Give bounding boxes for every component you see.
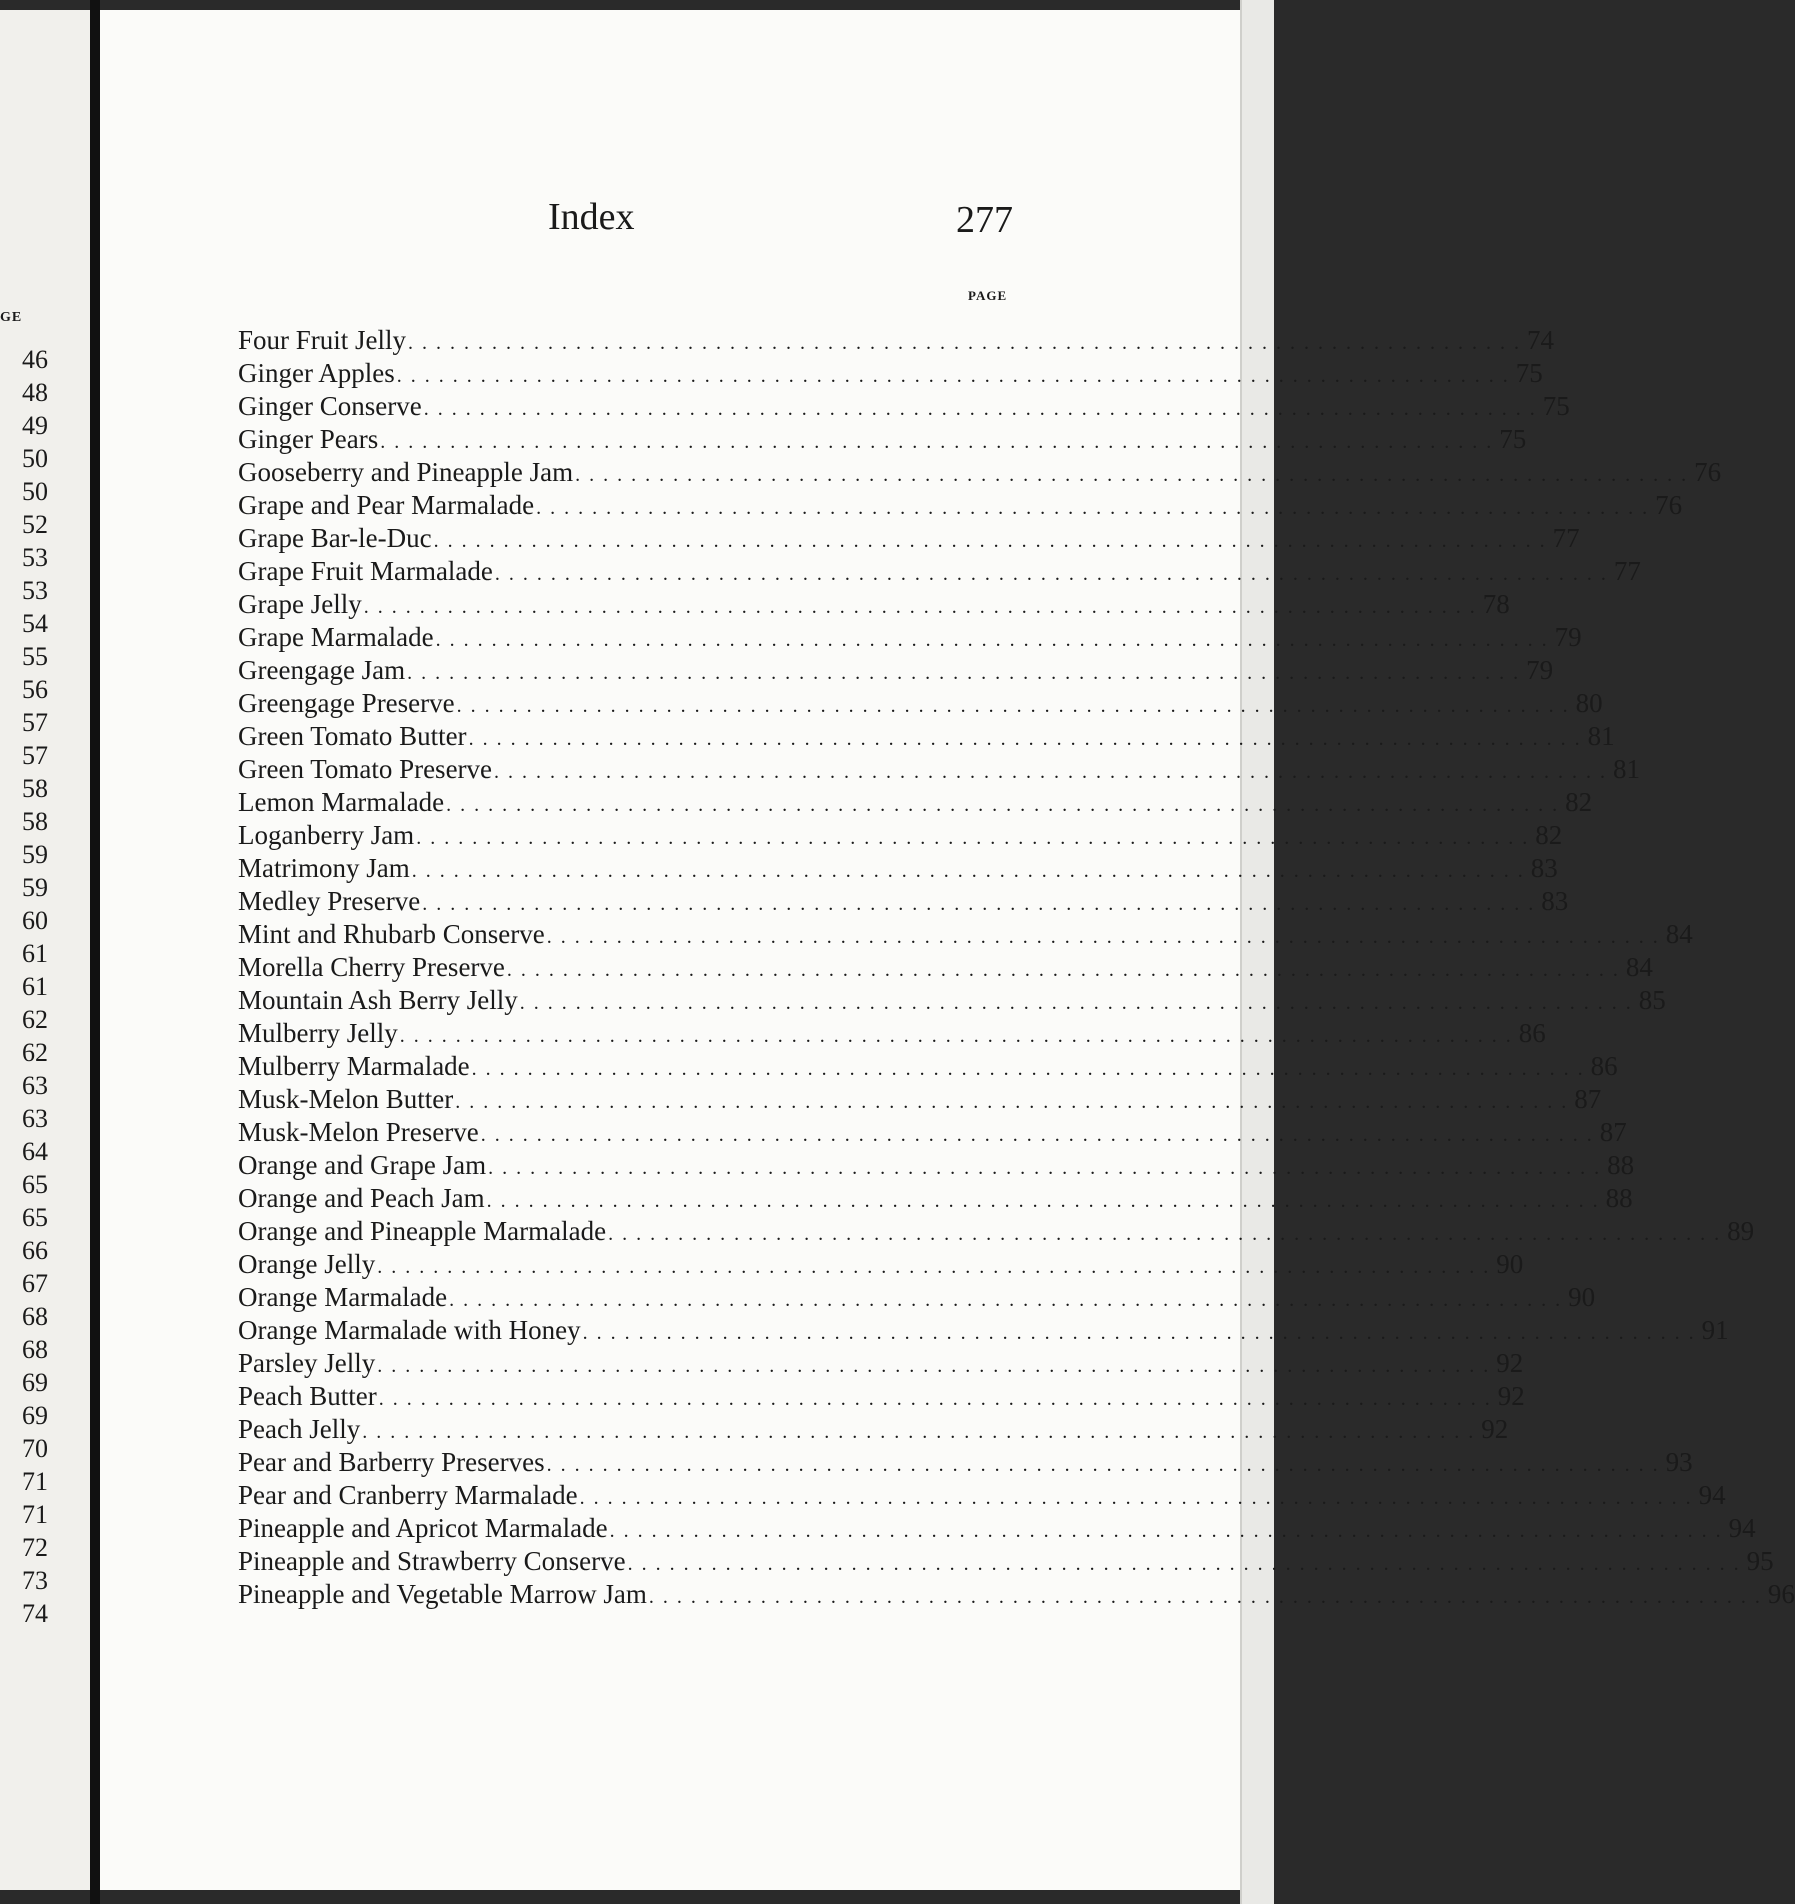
dot-leader: . . . . . . . . . . . . . . . . . . . . . . . . . . . . . . . . . . . . . . . . . . . . . . . . . . . . . . . . . . . . . . . . . . . . . . . . . . . . . . . . <box>377 1256 1491 1278</box>
left-page-number: 62 <box>22 1005 48 1034</box>
left-page-number: 68 <box>22 1302 48 1331</box>
index-entry <box>238 1347 1524 1380</box>
left-page-number: 54 <box>22 609 48 638</box>
index-entry-title: Pineapple and Vegetable Marrow Jam <box>238 1579 647 1609</box>
index-entry-title: Orange Jelly <box>238 1249 376 1279</box>
dot-leader: . . . . . . . . . . . . . . . . . . . . . . . . . . . . . . . . . . . . . . . . . . . . . . . . . . . . . . . . . . . . . . . . . . . . . . . . . . . . . . . . <box>468 728 1582 750</box>
index-entry-page: 92 <box>1481 1414 1509 1444</box>
left-page-number: 68 <box>22 1335 48 1364</box>
index-entry-page: 81 <box>1587 721 1615 751</box>
dot-leader: . . . . . . . . . . . . . . . . . . . . . . . . . . . . . . . . . . . . . . . . . . . . . . . . . . . . . . . . . . . . . . . . . . . . . . . . . . . . . . . . <box>648 1586 1762 1608</box>
index-entry-page: 77 <box>1552 523 1580 553</box>
index-entry <box>238 1512 1756 1545</box>
left-page-number: 57 <box>22 741 48 770</box>
index-entry-title: Matrimony Jam <box>238 853 410 883</box>
index-entry-page: 75 <box>1515 358 1543 388</box>
index-entry-page: 80 <box>1575 688 1603 718</box>
page-number: 277 <box>956 199 1013 241</box>
index-entry-title: Morella Cherry Preserve <box>238 952 505 982</box>
index-entry-title: Mint and Rhubarb Conserve <box>238 919 545 949</box>
dot-leader: . . . . . . . . . . . . . . . . . . . . . . . . . . . . . . . . . . . . . . . . . . . . . . . . . . . . . . . . . . . . . . . . . . . . . . . . . . . . . . . . <box>377 1355 1491 1377</box>
dot-leader: . . . . . . . . . . . . . . . . . . . . . . . . . . . . . . . . . . . . . . . . . . . . . . . . . . . . . . . . . . . . . . . . . . . . . . . . . . . . . . . . <box>380 431 1494 453</box>
index-entry-title: Mulberry Marmalade <box>238 1051 470 1081</box>
index-entry <box>238 984 1666 1017</box>
dot-leader: . . . . . . . . . . . . . . . . . . . . . . . . . . . . . . . . . . . . . . . . . . . . . . . . . . . . . . . . . . . . . . . . . . . . . . . . . . . . . . . . <box>506 959 1620 981</box>
left-page-number: 58 <box>22 807 48 836</box>
index-entry-page: 90 <box>1568 1282 1596 1312</box>
index-entry-page: 75 <box>1499 424 1527 454</box>
index-entry-page: 92 <box>1497 1381 1525 1411</box>
index-entry <box>238 1281 1596 1314</box>
left-page-number: 58 <box>22 774 48 803</box>
index-entry-title: Green Tomato Butter <box>238 721 467 751</box>
index-entry <box>238 951 1653 984</box>
left-page-number: 64 <box>22 1137 48 1166</box>
index-entry-title: Orange and Pineapple Marmalade <box>238 1216 607 1246</box>
left-page-number: 48 <box>22 378 48 407</box>
dot-leader: . . . . . . . . . . . . . . . . . . . . . . . . . . . . . . . . . . . . . . . . . . . . . . . . . . . . . . . . . . . . . . . . . . . . . . . . . . . . . . . . <box>435 629 1549 651</box>
index-entry <box>238 1050 1618 1083</box>
dot-leader: . . . . . . . . . . . . . . . . . . . . . . . . . . . . . . . . . . . . . . . . . . . . . . . . . . . . . . . . . . . . . . . . . . . . . . . . . . . . . . . . <box>546 926 1660 948</box>
index-entry-title: Ginger Apples <box>238 358 395 388</box>
index-entry-title: Gooseberry and Pineapple Jam <box>238 457 574 487</box>
index-entry-title: Grape and Pear Marmalade <box>238 490 535 520</box>
index-entry-title: Green Tomato Preserve <box>238 754 493 784</box>
dot-leader: . . . . . . . . . . . . . . . . . . . . . . . . . . . . . . . . . . . . . . . . . . . . . . . . . . . . . . . . . . . . . . . . . . . . . . . . . . . . . . . . <box>494 563 1608 585</box>
index-entry <box>238 1578 1795 1611</box>
index-entry <box>238 1149 1635 1182</box>
left-page-number: 72 <box>22 1533 48 1562</box>
index-entry <box>238 1479 1726 1512</box>
index-entry-title: Parsley Jelly <box>238 1348 376 1378</box>
dot-leader: . . . . . . . . . . . . . . . . . . . . . . . . . . . . . . . . . . . . . . . . . . . . . . . . . . . . . . . . . . . . . . . . . . . . . . . . . . . . . . . . <box>480 1124 1594 1146</box>
index-list <box>238 324 1795 1611</box>
running-title: Index <box>548 196 635 238</box>
index-entry-page: 88 <box>1605 1183 1633 1213</box>
index-entry-page: 95 <box>1746 1546 1774 1576</box>
index-entry-title: Grape Fruit Marmalade <box>238 556 493 586</box>
left-page-number: 73 <box>22 1566 48 1595</box>
index-entry-title: Greengage Preserve <box>238 688 455 718</box>
index-entry-page: 82 <box>1565 787 1593 817</box>
index-entry-title: Musk-Melon Butter <box>238 1084 454 1114</box>
dot-leader: . . . . . . . . . . . . . . . . . . . . . . . . . . . . . . . . . . . . . . . . . . . . . . . . . . . . . . . . . . . . . . . . . . . . . . . . . . . . . . . . <box>609 1520 1723 1542</box>
index-entry-page: 76 <box>1655 490 1683 520</box>
page-column-header: PAGE <box>968 288 1008 303</box>
left-page-number: 67 <box>22 1269 48 1298</box>
dot-leader: . . . . . . . . . . . . . . . . . . . . . . . . . . . . . . . . . . . . . . . . . . . . . . . . . . . . . . . . . . . . . . . . . . . . . . . . . . . . . . . . <box>433 530 1547 552</box>
index-entry-title: Ginger Pears <box>238 424 379 454</box>
index-entry <box>238 753 1641 786</box>
left-page-number: 65 <box>22 1170 48 1199</box>
index-entry <box>238 588 1510 621</box>
dot-leader: . . . . . . . . . . . . . . . . . . . . . . . . . . . . . . . . . . . . . . . . . . . . . . . . . . . . . . . . . . . . . . . . . . . . . . . . . . . . . . . . <box>519 992 1633 1014</box>
index-entry <box>238 1182 1633 1215</box>
left-page-number: 50 <box>22 477 48 506</box>
left-page-number: 66 <box>22 1236 48 1265</box>
left-page-number: 71 <box>22 1500 48 1529</box>
dot-leader: . . . . . . . . . . . . . . . . . . . . . . . . . . . . . . . . . . . . . . . . . . . . . . . . . . . . . . . . . . . . . . . . . . . . . . . . . . . . . . . . <box>411 860 1525 882</box>
index-entry <box>238 1380 1525 1413</box>
index-entry-page: 86 <box>1590 1051 1618 1081</box>
dot-leader: . . . . . . . . . . . . . . . . . . . . . . . . . . . . . . . . . . . . . . . . . . . . . . . . . . . . . . . . . . . . . . . . . . . . . . . . . . . . . . . . <box>408 332 1522 354</box>
index-entry-page: 84 <box>1665 919 1693 949</box>
dot-leader: . . . . . . . . . . . . . . . . . . . . . . . . . . . . . . . . . . . . . . . . . . . . . . . . . . . . . . . . . . . . . . . . . . . . . . . . . . . . . . . . <box>579 1487 1693 1509</box>
dot-leader: . . . . . . . . . . . . . . . . . . . . . . . . . . . . . . . . . . . . . . . . . . . . . . . . . . . . . . . . . . . . . . . . . . . . . . . . . . . . . . . . <box>416 827 1530 849</box>
dot-leader: . . . . . . . . . . . . . . . . . . . . . . . . . . . . . . . . . . . . . . . . . . . . . . . . . . . . . . . . . . . . . . . . . . . . . . . . . . . . . . . . <box>627 1553 1741 1575</box>
index-entry-title: Pineapple and Apricot Marmalade <box>238 1513 608 1543</box>
dot-leader: . . . . . . . . . . . . . . . . . . . . . . . . . . . . . . . . . . . . . . . . . . . . . . . . . . . . . . . . . . . . . . . . . . . . . . . . . . . . . . . . <box>575 464 1689 486</box>
dot-leader: . . . . . . . . . . . . . . . . . . . . . . . . . . . . . . . . . . . . . . . . . . . . . . . . . . . . . . . . . . . . . . . . . . . . . . . . . . . . . . . . <box>546 1454 1660 1476</box>
index-entry <box>238 357 1543 390</box>
dot-leader: . . . . . . . . . . . . . . . . . . . . . . . . . . . . . . . . . . . . . . . . . . . . . . . . . . . . . . . . . . . . . . . . . . . . . . . . . . . . . . . . <box>582 1322 1696 1344</box>
index-entry-title: Pineapple and Strawberry Conserve <box>238 1546 626 1576</box>
dot-leader: . . . . . . . . . . . . . . . . . . . . . . . . . . . . . . . . . . . . . . . . . . . . . . . . . . . . . . . . . . . . . . . . . . . . . . . . . . . . . . . . <box>363 596 1477 618</box>
index-entry-title: Musk-Melon Preserve <box>238 1117 479 1147</box>
index-entry <box>238 852 1558 885</box>
left-page-number: 63 <box>22 1104 48 1133</box>
left-page-number: 49 <box>22 411 48 440</box>
index-entry <box>238 687 1603 720</box>
dot-leader: . . . . . . . . . . . . . . . . . . . . . . . . . . . . . . . . . . . . . . . . . . . . . . . . . . . . . . . . . . . . . . . . . . . . . . . . . . . . . . . . <box>455 1091 1569 1113</box>
dot-leader: . . . . . . . . . . . . . . . . . . . . . . . . . . . . . . . . . . . . . . . . . . . . . . . . . . . . . . . . . . . . . . . . . . . . . . . . . . . . . . . . <box>488 1157 1602 1179</box>
index-entry-page: 93 <box>1665 1447 1693 1477</box>
left-page-number: 61 <box>22 939 48 968</box>
index-entry-page: 88 <box>1607 1150 1635 1180</box>
index-entry-page: 87 <box>1599 1117 1627 1147</box>
left-page-number: 53 <box>22 543 48 572</box>
dot-leader: . . . . . . . . . . . . . . . . . . . . . . . . . . . . . . . . . . . . . . . . . . . . . . . . . . . . . . . . . . . . . . . . . . . . . . . . . . . . . . . . <box>494 761 1608 783</box>
index-entry <box>238 1017 1546 1050</box>
index-entry-page: 94 <box>1698 1480 1726 1510</box>
index-entry-page: 92 <box>1496 1348 1524 1378</box>
index-entry <box>238 918 1693 951</box>
index-entry-title: Ginger Conserve <box>238 391 422 421</box>
index-entry <box>238 720 1615 753</box>
index-entry-title: Peach Jelly <box>238 1414 361 1444</box>
left-page-number-list <box>0 343 48 1630</box>
index-entry-page: 77 <box>1613 556 1641 586</box>
index-entry-page: 96 <box>1767 1579 1795 1609</box>
index-entry-title: Orange Marmalade <box>238 1282 448 1312</box>
index-entry-page: 74 <box>1527 325 1555 355</box>
index-entry-title: Orange and Grape Jam <box>238 1150 487 1180</box>
left-page-number: 71 <box>22 1467 48 1496</box>
left-page-number: 57 <box>22 708 48 737</box>
left-page-number: 69 <box>22 1368 48 1397</box>
index-entry <box>238 555 1641 588</box>
index-entry-title: Greengage Jam <box>238 655 406 685</box>
index-entry-title: Loganberry Jam <box>238 820 415 850</box>
left-page-number: 74 <box>22 1599 48 1628</box>
dot-leader: . . . . . . . . . . . . . . . . . . . . . . . . . . . . . . . . . . . . . . . . . . . . . . . . . . . . . . . . . . . . . . . . . . . . . . . . . . . . . . . . <box>422 893 1536 915</box>
index-entry-page: 85 <box>1638 985 1666 1015</box>
left-page-number: 52 <box>22 510 48 539</box>
index-entry-page: 79 <box>1554 622 1582 652</box>
index-entry-title: Four Fruit Jelly <box>238 325 407 355</box>
left-page-number: 61 <box>22 972 48 1001</box>
index-entry-page: 84 <box>1625 952 1653 982</box>
index-entry <box>238 654 1554 687</box>
index-entry-page: 91 <box>1701 1315 1729 1345</box>
left-page-number: 60 <box>22 906 48 935</box>
index-entry-page: 79 <box>1526 655 1554 685</box>
left-page-column-header: GE <box>0 310 23 325</box>
dot-leader: . . . . . . . . . . . . . . . . . . . . . . . . . . . . . . . . . . . . . . . . . . . . . . . . . . . . . . . . . . . . . . . . . . . . . . . . . . . . . . . . <box>362 1421 1476 1443</box>
index-entry-page: 83 <box>1530 853 1558 883</box>
index-entry-title: Grape Bar-le-Duc <box>238 523 432 553</box>
index-entry-title: Mulberry Jelly <box>238 1018 398 1048</box>
index-entry-page: 81 <box>1613 754 1641 784</box>
index-entry <box>238 456 1722 489</box>
left-page-number: 59 <box>22 840 48 869</box>
left-page-number: 69 <box>22 1401 48 1430</box>
index-entry <box>238 390 1570 423</box>
index-entry <box>238 522 1580 555</box>
left-page-number: 63 <box>22 1071 48 1100</box>
left-page-number: 62 <box>22 1038 48 1067</box>
index-entry <box>238 1248 1524 1281</box>
left-page-number: 55 <box>22 642 48 671</box>
index-entry-title: Orange and Peach Jam <box>238 1183 485 1213</box>
index-entry-page: 86 <box>1518 1018 1546 1048</box>
dot-leader: . . . . . . . . . . . . . . . . . . . . . . . . . . . . . . . . . . . . . . . . . . . . . . . . . . . . . . . . . . . . . . . . . . . . . . . . . . . . . . . . <box>378 1388 1492 1410</box>
dot-leader: . . . . . . . . . . . . . . . . . . . . . . . . . . . . . . . . . . . . . . . . . . . . . . . . . . . . . . . . . . . . . . . . . . . . . . . . . . . . . . . . <box>486 1190 1600 1212</box>
index-entry-page: 75 <box>1542 391 1570 421</box>
dot-leader: . . . . . . . . . . . . . . . . . . . . . . . . . . . . . . . . . . . . . . . . . . . . . . . . . . . . . . . . . . . . . . . . . . . . . . . . . . . . . . . . <box>456 695 1570 717</box>
book-gutter <box>90 0 100 1904</box>
index-entry <box>238 786 1593 819</box>
index-entry <box>238 819 1563 852</box>
dot-leader: . . . . . . . . . . . . . . . . . . . . . . . . . . . . . . . . . . . . . . . . . . . . . . . . . . . . . . . . . . . . . . . . . . . . . . . . . . . . . . . . <box>536 497 1650 519</box>
index-entry-title: Pear and Barberry Preserves <box>238 1447 545 1477</box>
index-entry-title: Grape Jelly <box>238 589 362 619</box>
index-entry-page: 89 <box>1727 1216 1755 1246</box>
index-entry-page: 78 <box>1482 589 1510 619</box>
index-entry <box>238 324 1555 357</box>
left-page-number: 65 <box>22 1203 48 1232</box>
index-entry-page: 76 <box>1694 457 1722 487</box>
index-entry <box>238 423 1527 456</box>
index-entry-title: Medley Preserve <box>238 886 421 916</box>
index-entry-page: 83 <box>1541 886 1569 916</box>
left-page-number: 70 <box>22 1434 48 1463</box>
index-entry-page: 82 <box>1535 820 1563 850</box>
index-entry <box>238 489 1683 522</box>
index-entry <box>238 885 1569 918</box>
index-entry <box>238 1446 1693 1479</box>
dot-leader: . . . . . . . . . . . . . . . . . . . . . . . . . . . . . . . . . . . . . . . . . . . . . . . . . . . . . . . . . . . . . . . . . . . . . . . . . . . . . . . . <box>471 1058 1585 1080</box>
index-entry-title: Pear and Cranberry Marmalade <box>238 1480 578 1510</box>
index-entry <box>238 1413 1509 1446</box>
left-page-number: 50 <box>22 444 48 473</box>
dot-leader: . . . . . . . . . . . . . . . . . . . . . . . . . . . . . . . . . . . . . . . . . . . . . . . . . . . . . . . . . . . . . . . . . . . . . . . . . . . . . . . . <box>449 1289 1563 1311</box>
index-entry <box>238 1314 1729 1347</box>
dot-leader: . . . . . . . . . . . . . . . . . . . . . . . . . . . . . . . . . . . . . . . . . . . . . . . . . . . . . . . . . . . . . . . . . . . . . . . . . . . . . . . . <box>446 794 1560 816</box>
dot-leader: . . . . . . . . . . . . . . . . . . . . . . . . . . . . . . . . . . . . . . . . . . . . . . . . . . . . . . . . . . . . . . . . . . . . . . . . . . . . . . . . <box>399 1025 1513 1047</box>
dot-leader: . . . . . . . . . . . . . . . . . . . . . . . . . . . . . . . . . . . . . . . . . . . . . . . . . . . . . . . . . . . . . . . . . . . . . . . . . . . . . . . . <box>423 398 1537 420</box>
index-entry <box>238 1116 1627 1149</box>
dot-leader: . . . . . . . . . . . . . . . . . . . . . . . . . . . . . . . . . . . . . . . . . . . . . . . . . . . . . . . . . . . . . . . . . . . . . . . . . . . . . . . . <box>407 662 1521 684</box>
left-page <box>0 10 90 1890</box>
index-entry <box>238 1215 1755 1248</box>
index-entry-title: Mountain Ash Berry Jelly <box>238 985 518 1015</box>
left-page-number: 53 <box>22 576 48 605</box>
dot-leader: . . . . . . . . . . . . . . . . . . . . . . . . . . . . . . . . . . . . . . . . . . . . . . . . . . . . . . . . . . . . . . . . . . . . . . . . . . . . . . . . <box>396 365 1510 387</box>
index-entry-title: Peach Butter <box>238 1381 377 1411</box>
left-page-number: 59 <box>22 873 48 902</box>
index-entry-page: 94 <box>1728 1513 1756 1543</box>
index-entry-title: Grape Marmalade <box>238 622 434 652</box>
index-entry <box>238 621 1582 654</box>
dot-leader: . . . . . . . . . . . . . . . . . . . . . . . . . . . . . . . . . . . . . . . . . . . . . . . . . . . . . . . . . . . . . . . . . . . . . . . . . . . . . . . . <box>608 1223 1722 1245</box>
index-entry-title: Lemon Marmalade <box>238 787 445 817</box>
index-entry-title: Orange Marmalade with Honey <box>238 1315 581 1345</box>
index-entry <box>238 1545 1774 1578</box>
left-page-number: 56 <box>22 675 48 704</box>
index-entry <box>238 1083 1602 1116</box>
left-page-number: 46 <box>22 345 48 374</box>
index-entry-page: 90 <box>1496 1249 1524 1279</box>
index-entry-page: 87 <box>1574 1084 1602 1114</box>
